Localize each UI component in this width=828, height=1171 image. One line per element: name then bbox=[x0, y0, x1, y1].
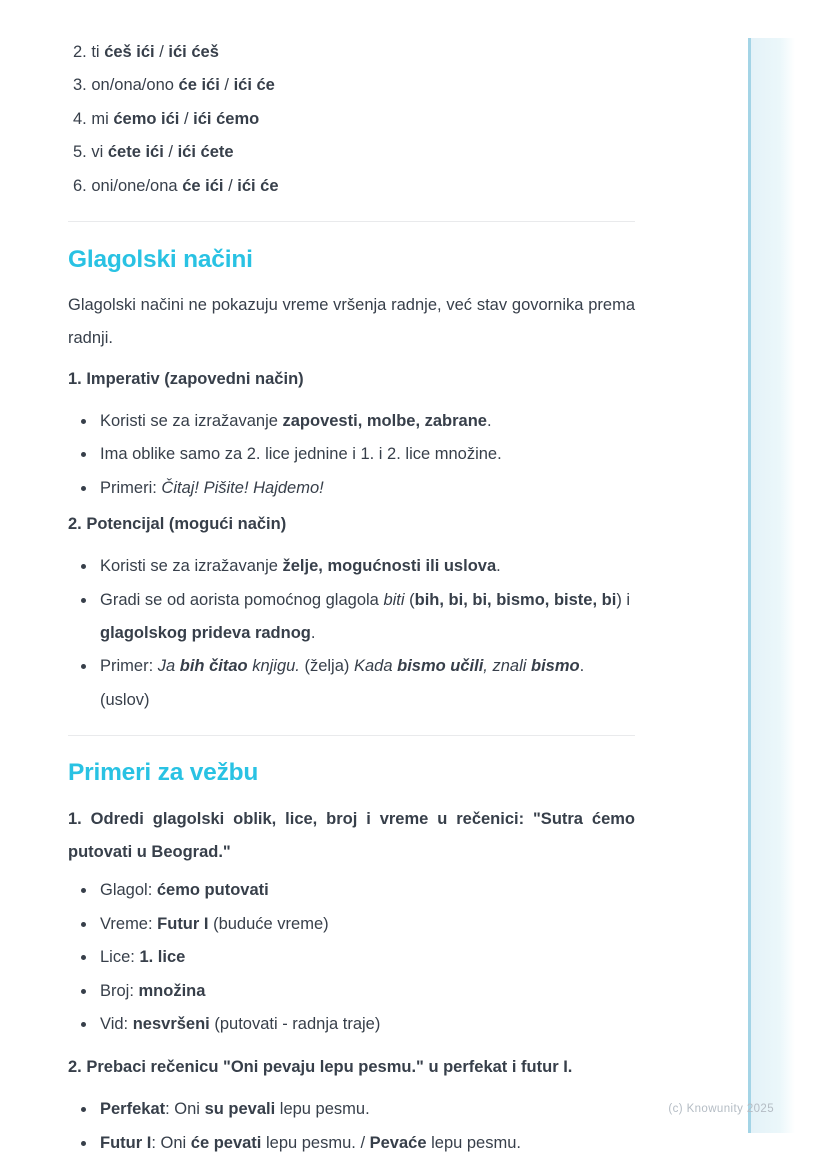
bullet-item: Gradi se od aorista pomoćnog glagola biti (bih, bi, bi, bismo, biste, bi) i glagolskog prideva radnog. bbox=[68, 584, 635, 651]
bullet-item: Vid: nesvršeni (putovati - radnja traje) bbox=[68, 1008, 635, 1041]
bullet-item: Primeri: Čitaj! Pišite! Hajdemo! bbox=[68, 472, 635, 505]
conjugation-item-5: 5. vi ćete ići / ići ćete bbox=[73, 143, 234, 162]
task2-title: 2. Prebaci rečenicu "Oni pevaju lepu pesmu." u perfekat i futur I. bbox=[68, 1058, 573, 1077]
task1-bullet-list bbox=[68, 874, 635, 1041]
intro-paragraph: Glagolski načini ne pokazuju vreme vršenja radnje, već stav govornika prema radnji. bbox=[68, 296, 635, 348]
subheading-imperativ: 1. Imperativ (zapovedni način) bbox=[68, 370, 304, 389]
bullet-item: Futur I: Oni će pevati lepu pesmu. / Pevaće lepu pesmu. bbox=[68, 1127, 635, 1160]
section-divider-2 bbox=[68, 735, 635, 736]
bullet-item: Koristi se za izražavanje želje, mogućnosti ili uslova. bbox=[68, 550, 635, 583]
conjugation-item-3: 3. on/ona/ono će ići / ići će bbox=[73, 76, 275, 95]
conjugation-item-2: 2. ti ćeš ići / ići ćeš bbox=[73, 43, 219, 61]
copyright-notice: (c) Knowunity 2025 bbox=[668, 1103, 774, 1115]
bullet-item: Vreme: Futur I (buduće vreme) bbox=[68, 908, 635, 941]
imperativ-bullet-list bbox=[68, 405, 635, 505]
conjugation-item-6: 6. oni/one/ona će ići / ići će bbox=[73, 176, 279, 195]
task1-title: 1. Odredi glagolski oblik, lice, broj i vreme u rečenici: "Sutra ćemo putovati u Beograd." bbox=[68, 810, 635, 862]
futur-conjugation-list bbox=[68, 36, 635, 203]
potencijal-bullet-list bbox=[68, 550, 635, 717]
subheading-potencijal: 2. Potencijal (mogući način) bbox=[68, 515, 287, 534]
bullet-item: Glagol: ćemo putovati bbox=[68, 874, 635, 907]
bullet-item: Broj: množina bbox=[68, 975, 635, 1008]
right-edge-highlight-bar bbox=[748, 38, 795, 1133]
bullet-item: Lice: 1. lice bbox=[68, 941, 635, 974]
heading-glagolski-nacini: Glagolski načini bbox=[68, 246, 253, 274]
bullet-item: Primer: Ja bih čitao knjigu. (želja) Kada bismo učili, znali bismo. (uslov) bbox=[68, 650, 635, 717]
content-column bbox=[68, 0, 635, 1160]
bullet-item: Ima oblike samo za 2. lice jednine i 1. i 2. lice množine. bbox=[68, 438, 635, 471]
bullet-item: Perfekat: Oni su pevali lepu pesmu. bbox=[68, 1093, 635, 1126]
heading-primeri-za-vezbu: Primeri za vežbu bbox=[68, 759, 259, 787]
bullet-item: Koristi se za izražavanje zapovesti, molbe, zabrane. bbox=[68, 405, 635, 438]
section-divider-1 bbox=[68, 221, 635, 222]
conjugation-item-4: 4. mi ćemo ići / ići ćemo bbox=[73, 109, 260, 128]
task2-bullet-list bbox=[68, 1093, 635, 1160]
